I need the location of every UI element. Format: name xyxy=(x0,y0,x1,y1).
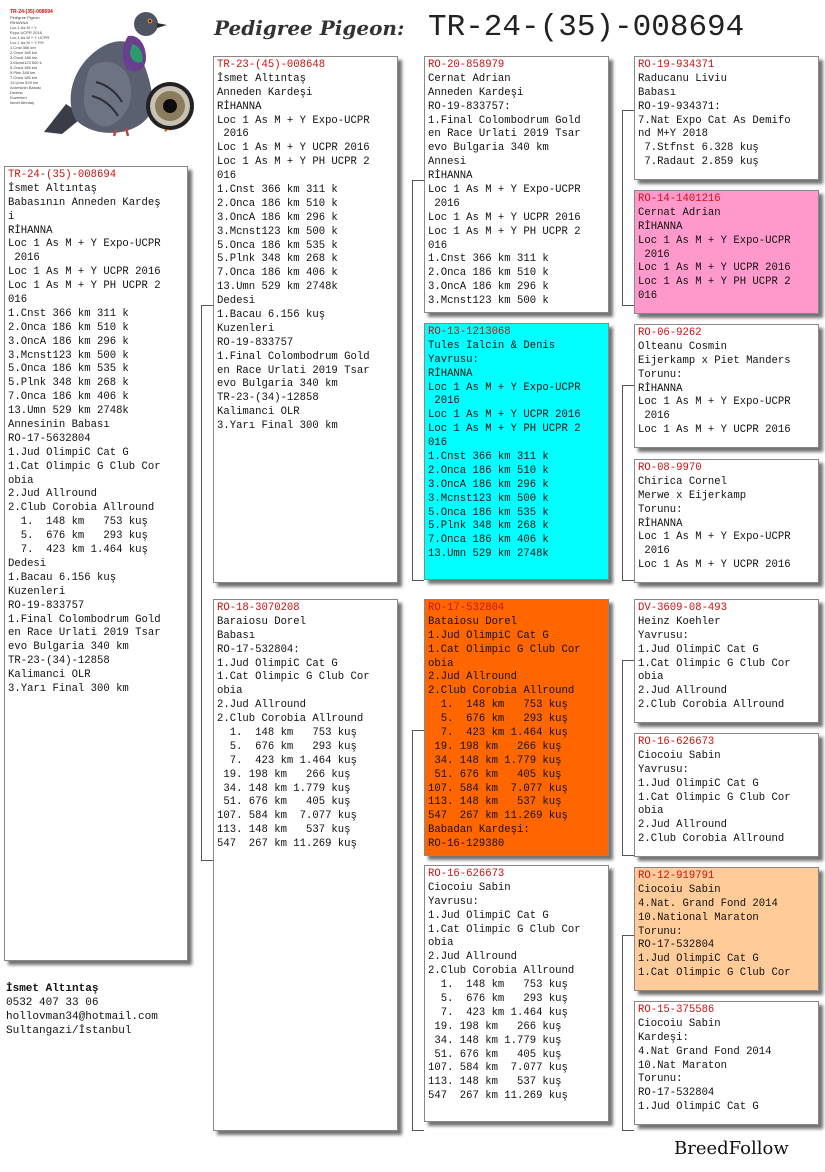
card-line: RO-19-934371: xyxy=(638,100,721,113)
card-line: 51. 676 km 405 kuş xyxy=(428,1048,562,1061)
card-line: 5.Plnk 348 km 268 k xyxy=(8,377,129,390)
mini-line: 13.Umn 529 km xyxy=(10,80,39,85)
dam-dam-card xyxy=(424,865,609,1122)
card-line: Loc 1 As M + Y PH UCPR 2 xyxy=(8,280,161,293)
card-line: 1.Jud OlimpiC Cat G xyxy=(217,657,338,670)
card-line: Kardeşi: xyxy=(638,1031,689,1044)
card-line: 2.Club Corobia Allround xyxy=(8,502,155,515)
card-line: RO-17-532804: xyxy=(217,643,300,656)
connector-dam-sire xyxy=(412,730,424,731)
card-line: İsmet Altıntaş xyxy=(217,72,307,85)
card-line: Kuzenleri xyxy=(8,585,66,598)
card-line: RO-16-129380 xyxy=(428,838,505,851)
card-line: 34. 148 km 1.779 kuş xyxy=(428,1034,562,1047)
card-line: 19. 198 km 266 kuş xyxy=(428,740,562,753)
card-line: 2.Jud Allround xyxy=(217,699,307,712)
ring-id: TR-23-(45)-008648 xyxy=(217,59,326,71)
card-line: 3.OncA 186 km 296 k xyxy=(8,335,129,348)
card-line: 547 267 km 11.269 kuş xyxy=(217,838,357,851)
connector-subject-dam xyxy=(201,860,213,861)
connector-gg-1 xyxy=(622,110,634,111)
mini-line: Pedigree Pigeon xyxy=(10,15,40,20)
card-line: 107. 584 km 7.077 kuş xyxy=(217,810,357,823)
card-line: obia xyxy=(217,685,243,698)
card-line: 1.Jud OlimpiC Cat G xyxy=(638,643,759,656)
card-line: Cernat Adrian xyxy=(638,206,721,219)
card-line: 113. 148 km 537 kuş xyxy=(428,1076,562,1089)
mini-line: 3.Mcnst123 500 k xyxy=(10,60,42,65)
mini-line: Loc 1 As M + Y xyxy=(10,25,37,30)
card-line: 10.National Maraton xyxy=(638,911,759,924)
card-line: 13.Umn 529 km 2748k xyxy=(217,281,338,294)
card-line: 1.Cat Olimpic G Club Cor xyxy=(428,923,581,936)
mini-line: Annesinin Babası xyxy=(10,85,42,90)
card-line: TR-23-(34)-12858 xyxy=(217,392,319,405)
ring-id: RO-15-375586 xyxy=(638,1004,715,1016)
card-line: Babadan Kardeşi: xyxy=(428,824,530,837)
gg4-card xyxy=(634,459,819,583)
connector-sire-sire xyxy=(412,180,424,181)
owner-phone: 0532 407 33 06 xyxy=(6,997,99,1009)
connector-gg-4 xyxy=(622,580,634,581)
pigeon-eye-icon xyxy=(144,80,196,132)
card-line: 113. 148 km 537 kuş xyxy=(428,796,562,809)
card-line: Olteanu Cosmin xyxy=(638,340,728,353)
card-line: Raducanu Liviu xyxy=(638,72,728,85)
card-line: 113. 148 km 537 kuş xyxy=(217,824,351,837)
connector-sire-dam xyxy=(412,580,424,581)
card-line: 2.Onca 186 km 510 k xyxy=(8,321,129,334)
card-line: 2.Club Corobia Allround xyxy=(638,833,785,846)
card-line: RO-17-532804 xyxy=(638,1087,715,1100)
card-line: 2016 xyxy=(428,395,460,408)
card-line: 5. 676 km 293 kuş xyxy=(428,993,568,1006)
ring-number-title: TR-24-(35)-008694 xyxy=(428,10,745,45)
card-line: 2.Club Corobia Allround xyxy=(217,713,364,726)
connector-subject xyxy=(201,305,202,860)
gg6-card xyxy=(634,733,819,857)
ring-id: RO-19-934371 xyxy=(638,59,715,71)
card-line: 1. 148 km 753 kuş xyxy=(217,727,357,740)
card-line: 2016 xyxy=(638,545,670,558)
card-line: RİHANNA xyxy=(638,220,683,233)
card-line: Kuzenleri xyxy=(217,322,275,335)
gg5-card xyxy=(634,599,819,723)
card-line: 1.Cat Olimpic G Club Cor xyxy=(638,967,791,980)
mini-line: 1.Cnst 366 km xyxy=(10,45,36,50)
card-line: 7.Onca 186 km 406 k xyxy=(428,534,549,547)
card-line: RİHANNA xyxy=(638,517,683,530)
mini-line: 7.Onca 186 km xyxy=(10,75,38,80)
card-line: 3.OncA 186 km 296 k xyxy=(428,281,549,294)
card-line: RO-19-833757 xyxy=(8,599,85,612)
card-line: TR-23-(34)-12858 xyxy=(8,655,110,668)
card-line: obia xyxy=(428,657,454,670)
card-line: RO-19-833757 xyxy=(217,336,294,349)
ring-id: RO-16-626673 xyxy=(638,736,715,748)
card-line: Cernat Adrian xyxy=(428,72,511,85)
card-line: 1. 148 km 753 kuş xyxy=(8,516,148,529)
card-line: Loc 1 As M + Y PH UCPR 2 xyxy=(217,156,370,169)
card-line: 1.Cnst 366 km 311 k xyxy=(428,451,549,464)
card-line: 547 267 km 11.269 kuş xyxy=(428,1090,568,1103)
card-line: 016 xyxy=(8,294,28,307)
ring-id: RO-18-3070208 xyxy=(217,602,300,614)
card-line: Loc 1 As M + Y UCPR 2016 xyxy=(8,266,161,279)
card-line: 7. 423 km 1.464 kuş xyxy=(428,1006,568,1019)
card-line: 2.Onca 186 km 510 k xyxy=(428,267,549,280)
card-line: 016 xyxy=(428,239,448,252)
card-line: en Race Urlati 2019 Tsar xyxy=(428,128,581,141)
mini-line: Expo-UCPR 2016 xyxy=(10,30,42,35)
card-line: obia xyxy=(8,474,34,487)
card-line: 7.Radaut 2.859 kuş xyxy=(638,156,759,169)
card-line: RO-19-833757: xyxy=(428,100,511,113)
card-line: 34. 148 km 1.779 kuş xyxy=(217,782,351,795)
card-line: 016 xyxy=(428,437,448,450)
dam-sire-card xyxy=(424,599,609,856)
connector-gg-5 xyxy=(622,660,634,661)
card-line: Tules Ialcin & Denis xyxy=(428,339,556,352)
card-line: Annesi xyxy=(428,156,467,169)
connector-sire xyxy=(412,180,413,580)
card-line: Ciocoiu Sabin xyxy=(638,883,721,896)
sire-dam-card xyxy=(424,323,609,580)
card-line: 1.Bacau 6.156 kuş xyxy=(217,309,326,322)
card-line: Kalimanci OLR xyxy=(8,669,91,682)
card-line: 016 xyxy=(638,290,658,303)
card-line: RO-17-5632804 xyxy=(8,432,91,445)
card-line: 2.Jud Allround xyxy=(638,819,728,832)
card-line: 3.OncA 186 km 296 k xyxy=(217,211,338,224)
card-line: 1.Final Colombodrum Gold xyxy=(8,613,161,626)
card-line: 1.Jud OlimpiC Cat G xyxy=(428,909,549,922)
card-line: Bataiosu Dorel xyxy=(428,615,518,628)
card-line: Torunu: xyxy=(638,368,683,381)
mini-ring: TR-24-(35)-008694 xyxy=(10,9,53,15)
connector-gg-12 xyxy=(622,110,623,305)
dam-card xyxy=(213,599,398,1131)
pigeon-photo-area xyxy=(4,4,204,138)
card-line: 2016 xyxy=(428,197,460,210)
gg1-card xyxy=(634,56,819,180)
card-line: Torunu: xyxy=(638,503,683,516)
card-line: en Race Urlati 2019 Tsar xyxy=(8,627,161,640)
card-line: Yavrusu: xyxy=(428,353,479,366)
card-line: 19. 198 km 266 kuş xyxy=(217,768,351,781)
card-line: Loc 1 As M + Y Expo-UCPR xyxy=(638,396,791,409)
card-line: Loc 1 As M + Y Expo-UCPR xyxy=(8,238,161,251)
card-line: 1.Bacau 6.156 kuş xyxy=(8,571,117,584)
card-line: RO-17-532804 xyxy=(638,939,715,952)
card-line: Dedesi xyxy=(217,295,256,308)
card-line: 1.Final Colombodrum Gold xyxy=(217,350,370,363)
card-line: 5.Onca 186 km 535 k xyxy=(8,363,129,376)
card-line: 1.Jud OlimpiC Cat G xyxy=(638,953,759,966)
card-line: 10.Nat Maraton xyxy=(638,1059,728,1072)
card-line: 2.Jud Allround xyxy=(428,951,518,964)
card-line: 5.Plnk 348 km 268 k xyxy=(217,253,338,266)
card-line: Loc 1 As M + Y Expo-UCPR xyxy=(428,184,581,197)
card-line: Loc 1 As M + Y PH UCPR 2 xyxy=(638,276,791,289)
connector-gg-34 xyxy=(622,385,623,580)
card-line: Babasının Anneden Kardeş xyxy=(8,196,161,209)
card-line: Loc 1 As M + Y UCPR 2016 xyxy=(638,262,791,275)
card-line: Anneden Kardeşi xyxy=(217,86,313,99)
connector-gg-6 xyxy=(622,855,634,856)
card-line: Dedesi xyxy=(8,557,47,570)
card-line: Loc 1 As M + Y Expo-UCPR xyxy=(217,114,370,127)
card-line: İsmet Altıntaş xyxy=(8,182,98,195)
card-line: 3.Mcnst123 km 500 k xyxy=(8,349,129,362)
card-line: RİHANNA xyxy=(428,367,473,380)
ring-id: RO-16-626673 xyxy=(428,868,505,880)
card-line: 3.Yarı Final 300 km xyxy=(8,682,129,695)
card-line: 2016 xyxy=(8,252,40,265)
card-line: 2.Onca 186 km 510 k xyxy=(428,464,549,477)
connector-gg-3 xyxy=(622,385,634,386)
card-line: 107. 584 km 7.077 kuş xyxy=(428,782,568,795)
page-title: Pedigree Pigeon: xyxy=(214,16,405,40)
card-line: 1.Cnst 366 km 311 k xyxy=(8,307,129,320)
mini-line: RİHANNA xyxy=(10,20,29,25)
card-line: 7.Nat Expo Cat As Demifo xyxy=(638,114,791,127)
card-line: 2.Club Corobia Allround xyxy=(428,685,575,698)
ring-id: RO-13-1213068 xyxy=(428,326,511,338)
gg8-card xyxy=(634,1001,819,1125)
card-line: Ciocoiu Sabin xyxy=(638,749,721,762)
card-line: Merwe x Eijerkamp xyxy=(638,489,747,502)
card-line: 7. 423 km 1.464 kuş xyxy=(428,727,568,740)
card-line: Loc 1 As M + Y Expo-UCPR xyxy=(638,531,791,544)
mini-line: Kuzenleri xyxy=(10,95,27,100)
card-line: Ciocoiu Sabin xyxy=(428,881,511,894)
card-line: 2.Club Corobia Allround xyxy=(638,699,785,712)
card-line: 1.Cat Olimpic G Club Cor xyxy=(428,643,581,656)
card-line: 3.Mcnst123 km 500 k xyxy=(217,225,338,238)
card-line: Babası xyxy=(217,629,256,642)
card-line: Chirica Cornel xyxy=(638,475,728,488)
card-line: Loc 1 As M + Y UCPR 2016 xyxy=(217,142,370,155)
card-line: i xyxy=(8,210,15,223)
card-line: 1.Cnst 366 km 311 k xyxy=(428,253,549,266)
card-line: 5.Onca 186 km 535 k xyxy=(217,239,338,252)
owner-address: Sultangazi/İstanbul xyxy=(6,1025,132,1037)
card-line: RİHANNA xyxy=(428,170,473,183)
card-line: 34. 148 km 1.779 kuş xyxy=(428,754,562,767)
connector-gg-2 xyxy=(622,305,634,306)
card-line: Baraiosu Dorel xyxy=(217,615,307,628)
card-line: 51. 676 km 405 kuş xyxy=(217,796,351,809)
brand-logo: BreedFollow xyxy=(674,1138,789,1159)
card-line: 1.Jud OlimpiC Cat G xyxy=(428,629,549,642)
card-line: Loc 1 As M + Y UCPR 2016 xyxy=(428,211,581,224)
card-line: 2016 xyxy=(638,410,670,423)
card-line: 7.Onca 186 km 406 k xyxy=(8,391,129,404)
card-line: 4.Nat Grand Fond 2014 xyxy=(638,1045,772,1058)
mini-line: 3.OncA 186 km xyxy=(10,55,38,60)
card-line: nd M+Y 2018 xyxy=(638,128,708,141)
card-line: 2.Jud Allround xyxy=(8,488,98,501)
card-line: 1. 148 km 753 kuş xyxy=(428,979,568,992)
card-line: Kalimanci OLR xyxy=(217,406,300,419)
owner-contact xyxy=(6,982,158,1038)
mini-line: 5.Onca 186 km xyxy=(10,65,38,70)
card-line: Annesinin Babası xyxy=(8,419,110,432)
sire-card xyxy=(213,56,398,583)
card-line: Yavrusu: xyxy=(638,763,689,776)
card-line: Loc 1 As M + Y Expo-UCPR xyxy=(428,381,581,394)
card-line: RİHANNA xyxy=(217,100,262,113)
card-line: Loc 1 As M + Y Expo-UCPR xyxy=(638,234,791,247)
card-line: 2.Club Corobia Allround xyxy=(428,965,575,978)
card-line: 3.Yarı Final 300 km xyxy=(217,420,338,433)
mini-line: Loc 1 As M + Y PH xyxy=(10,40,44,45)
card-line: RİHANNA xyxy=(638,382,683,395)
ring-id: RO-12-919791 xyxy=(638,870,715,882)
card-line: RİHANNA xyxy=(8,224,53,237)
card-line: 547 267 km 11.269 kuş xyxy=(428,810,568,823)
mini-line: İsmet Altıntaş xyxy=(10,100,35,105)
card-line: 107. 584 km 7.077 kuş xyxy=(428,1062,568,1075)
card-line: 2.Jud Allround xyxy=(428,671,518,684)
owner-name: İsmet Altıntaş xyxy=(6,983,99,995)
card-line: Loc 1 As M + Y UCPR 2016 xyxy=(638,424,791,437)
ring-id: RO-08-9970 xyxy=(638,462,702,474)
card-line: 1.Final Colombodrum Gold xyxy=(428,114,581,127)
card-line: 1.Jud OlimpiC Cat G xyxy=(638,777,759,790)
card-line: 13.Umn 529 km 2748k xyxy=(8,405,129,418)
mini-line: Dedesi xyxy=(10,90,23,95)
card-line: 5. 676 km 293 kuş xyxy=(8,530,148,543)
card-line: 7. 423 km 1.464 kuş xyxy=(8,544,148,557)
card-line: evo Bulgaria 340 km xyxy=(8,641,129,654)
card-line: 3.OncA 186 km 296 k xyxy=(428,478,549,491)
gg2-card xyxy=(634,190,819,314)
connector-gg-8 xyxy=(622,1130,634,1131)
card-line: evo Bulgaria 340 km xyxy=(217,378,338,391)
mini-line: 2.Onca 186 km xyxy=(10,50,38,55)
card-line: 3.Mcnst123 km 500 k xyxy=(428,295,549,308)
card-line: Babası xyxy=(638,86,677,99)
gg7-card xyxy=(634,867,819,991)
ring-id: TR-24-(35)-008694 xyxy=(8,169,117,181)
connector-subject-sire xyxy=(201,305,213,306)
logo-mark: ●~ xyxy=(164,128,172,134)
card-line: 2.Onca 186 km 510 k xyxy=(217,197,338,210)
card-line: 7.Onca 186 km 406 k xyxy=(217,267,338,280)
card-line: Anneden Kardeşi xyxy=(428,86,524,99)
mini-line: Loc 1 As M + Y UCPR xyxy=(10,35,50,40)
ring-id: RO-20-858979 xyxy=(428,59,505,71)
ring-id: RO-06-9262 xyxy=(638,327,702,339)
connector-gg-56 xyxy=(622,660,623,855)
card-line: Loc 1 As M + Y UCPR 2016 xyxy=(638,559,791,572)
card-line: 3.Mcnst123 km 500 k xyxy=(428,492,549,505)
card-line: Torunu: xyxy=(638,925,683,938)
card-line: Loc 1 As M + Y PH UCPR 2 xyxy=(428,225,581,238)
card-line: Yavrusu: xyxy=(638,629,689,642)
card-line: 1.Jud OlimpiC Cat G xyxy=(638,1101,759,1114)
ring-id: DV-3609-08-493 xyxy=(638,602,728,614)
card-line: Torunu: xyxy=(638,1073,683,1086)
ring-id: RO-17-532804 xyxy=(428,602,505,614)
card-line: 1. 148 km 753 kuş xyxy=(428,699,568,712)
card-line: 1.Cat Olimpic G Club Cor xyxy=(217,671,370,684)
card-line: 1.Cat Olimpic G Club Cor xyxy=(638,791,791,804)
card-line: 2.Jud Allround xyxy=(638,685,728,698)
card-line: 5. 676 km 293 kuş xyxy=(217,740,357,753)
card-line: Ciocoiu Sabin xyxy=(638,1017,721,1030)
subject-card xyxy=(4,166,188,961)
card-line: Heinz Koehler xyxy=(638,615,721,628)
card-line: 19. 198 km 266 kuş xyxy=(428,1020,562,1033)
card-line: 51. 676 km 405 kuş xyxy=(428,768,562,781)
card-line: Eijerkamp x Piet Manders xyxy=(638,354,791,367)
card-line: Loc 1 As M + Y PH UCPR 2 xyxy=(428,423,581,436)
card-line: 2016 xyxy=(217,128,249,141)
mini-line: 5.Plnk 348 km xyxy=(10,70,36,75)
owner-email[interactable]: hollovman34@hotmail.com xyxy=(6,1011,158,1023)
card-line: en Race Urlati 2019 Tsar xyxy=(217,364,370,377)
card-line: Loc 1 As M + Y UCPR 2016 xyxy=(428,409,581,422)
card-line: Yavrusu: xyxy=(428,895,479,908)
card-line: 1.Jud OlimpiC Cat G xyxy=(8,446,129,459)
card-line: obia xyxy=(638,671,664,684)
card-line: obia xyxy=(638,805,664,818)
connector-gg-7 xyxy=(622,935,634,936)
card-line: evo Bulgaria 340 km xyxy=(428,142,549,155)
card-line: 016 xyxy=(217,170,237,183)
card-line: 2016 xyxy=(638,248,670,261)
card-line: 4.Nat. Grand Fond 2014 xyxy=(638,897,778,910)
card-line: 1.Cat Olimpic G Club Cor xyxy=(8,460,161,473)
card-line: obia xyxy=(428,937,454,950)
connector-dam-dam xyxy=(412,1130,424,1131)
card-line: 5. 676 km 293 kuş xyxy=(428,713,568,726)
card-line: 13.Umn 529 km 2748k xyxy=(428,548,549,561)
card-line: 5.Plnk 348 km 268 k xyxy=(428,520,549,533)
gg3-card xyxy=(634,324,819,448)
connector-gg-78 xyxy=(622,935,623,1130)
sire-sire-card xyxy=(424,56,609,313)
ring-id: RO-14-1401216 xyxy=(638,193,721,205)
connector-dam xyxy=(412,730,413,1130)
card-line: 5.Onca 186 km 535 k xyxy=(428,506,549,519)
card-line: 1.Cat Olimpic G Club Cor xyxy=(638,657,791,670)
card-line: 7.Stfnst 6.328 kuş xyxy=(638,142,759,155)
card-line: 7. 423 km 1.464 kuş xyxy=(217,754,357,767)
card-line: 1.Cnst 366 km 311 k xyxy=(217,184,338,197)
